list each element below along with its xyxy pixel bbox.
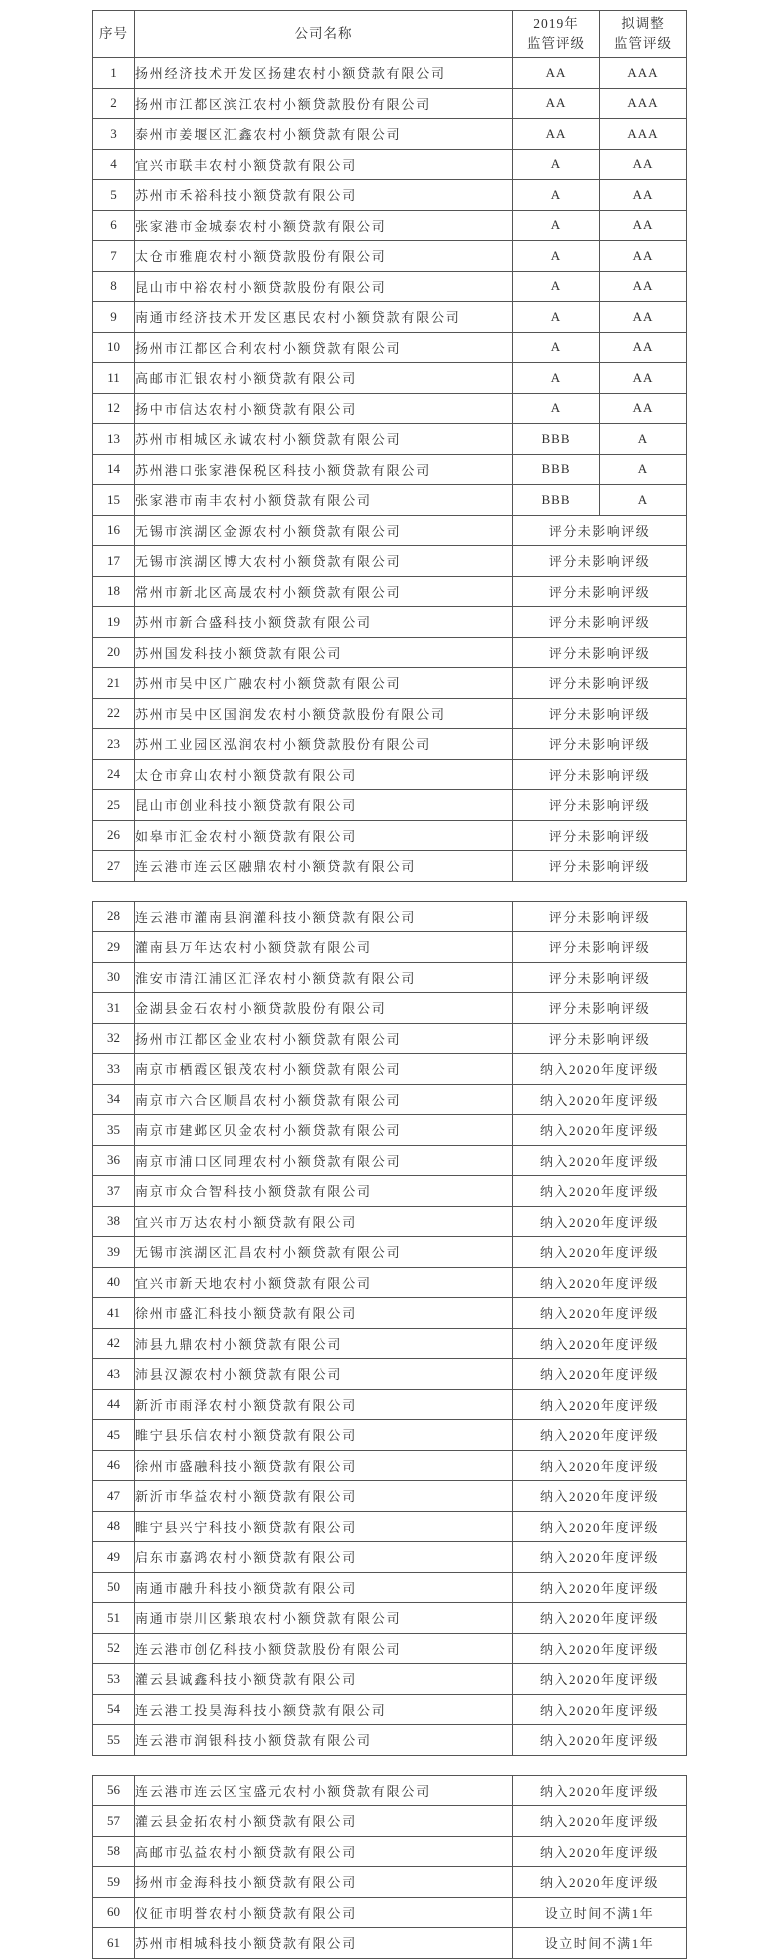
table-row xyxy=(93,88,687,119)
company-name-cell: 宜兴市联丰农村小额贷款有限公司 xyxy=(135,149,513,180)
row-number-cell: 30 xyxy=(93,962,135,993)
rating-status-cell: 评分未影响评级 xyxy=(513,698,687,729)
company-name-cell: 灌云县金拓农村小额贷款有限公司 xyxy=(135,1806,513,1837)
company-name-cell: 徐州市盛融科技小额贷款有限公司 xyxy=(135,1450,513,1481)
row-number-cell: 61 xyxy=(93,1928,135,1959)
table-row xyxy=(93,302,687,333)
rating-2019-cell: A xyxy=(513,149,600,180)
table-row xyxy=(93,607,687,638)
proposed-rating-cell: AAA xyxy=(600,88,687,119)
rating-table-section-1 xyxy=(92,10,687,882)
company-name-cell: 宜兴市新天地农村小额贷款有限公司 xyxy=(135,1267,513,1298)
proposed-rating-cell: AA xyxy=(600,210,687,241)
table-row xyxy=(93,668,687,699)
company-name-cell: 南通市崇川区紫琅农村小额贷款有限公司 xyxy=(135,1603,513,1634)
table-row xyxy=(93,180,687,211)
rating-table-section-2 xyxy=(92,901,687,1756)
rating-status-cell: 纳入2020年度评级 xyxy=(513,1237,687,1268)
rating-status-cell: 纳入2020年度评级 xyxy=(513,1511,687,1542)
row-number-cell: 25 xyxy=(93,790,135,821)
company-name-cell: 扬中市信达农村小额贷款有限公司 xyxy=(135,393,513,424)
company-name-cell: 无锡市滨湖区金源农村小额贷款有限公司 xyxy=(135,515,513,546)
company-name-cell: 南通市融升科技小额贷款有限公司 xyxy=(135,1572,513,1603)
table-row xyxy=(93,1298,687,1329)
table-row xyxy=(93,332,687,363)
row-number-cell: 23 xyxy=(93,729,135,760)
proposed-rating-cell: A xyxy=(600,485,687,516)
row-number-cell: 28 xyxy=(93,901,135,932)
table-header-row xyxy=(93,11,687,58)
header-col-proposed-line1: 拟调整 xyxy=(621,16,665,32)
company-name-cell: 苏州市吴中区国润发农村小额贷款股份有限公司 xyxy=(135,698,513,729)
table-row xyxy=(93,515,687,546)
table-row xyxy=(93,1603,687,1634)
row-number-cell: 49 xyxy=(93,1542,135,1573)
rating-status-cell: 纳入2020年度评级 xyxy=(513,1084,687,1115)
table-row xyxy=(93,901,687,932)
company-name-cell: 宜兴市万达农村小额贷款有限公司 xyxy=(135,1206,513,1237)
row-number-cell: 29 xyxy=(93,932,135,963)
proposed-rating-cell: AAA xyxy=(600,119,687,150)
company-name-cell: 张家港市南丰农村小额贷款有限公司 xyxy=(135,485,513,516)
table-row xyxy=(93,485,687,516)
rating-status-cell: 纳入2020年度评级 xyxy=(513,1298,687,1329)
proposed-rating-cell: AA xyxy=(600,363,687,394)
rating-status-cell: 评分未影响评级 xyxy=(513,790,687,821)
table-row xyxy=(93,729,687,760)
row-number-cell: 6 xyxy=(93,210,135,241)
company-name-cell: 太仓市雅鹿农村小额贷款股份有限公司 xyxy=(135,241,513,272)
company-name-cell: 苏州港口张家港保税区科技小额贷款有限公司 xyxy=(135,454,513,485)
row-number-cell: 22 xyxy=(93,698,135,729)
company-name-cell: 连云港工投昊海科技小额贷款有限公司 xyxy=(135,1694,513,1725)
rating-status-cell: 评分未影响评级 xyxy=(513,820,687,851)
table-row xyxy=(93,1664,687,1695)
table-row xyxy=(93,932,687,963)
company-name-cell: 扬州市江都区合利农村小额贷款有限公司 xyxy=(135,332,513,363)
rating-2019-cell: A xyxy=(513,393,600,424)
rating-status-cell: 纳入2020年度评级 xyxy=(513,1054,687,1085)
table-row xyxy=(93,424,687,455)
company-name-cell: 沛县九鼎农村小额贷款有限公司 xyxy=(135,1328,513,1359)
company-name-cell: 苏州市新合盛科技小额贷款有限公司 xyxy=(135,607,513,638)
company-name-cell: 南京市栖霞区银茂农村小额贷款有限公司 xyxy=(135,1054,513,1085)
row-number-cell: 57 xyxy=(93,1806,135,1837)
company-name-cell: 苏州市吴中区广融农村小额贷款有限公司 xyxy=(135,668,513,699)
row-number-cell: 39 xyxy=(93,1237,135,1268)
table-row xyxy=(93,1237,687,1268)
table-row xyxy=(93,1867,687,1898)
table-row xyxy=(93,698,687,729)
row-number-cell: 34 xyxy=(93,1084,135,1115)
rating-2019-cell: A xyxy=(513,271,600,302)
row-number-cell: 27 xyxy=(93,851,135,882)
proposed-rating-cell: AA xyxy=(600,149,687,180)
company-name-cell: 连云港市灌南县润灌科技小额贷款有限公司 xyxy=(135,901,513,932)
rating-2019-cell: A xyxy=(513,332,600,363)
row-number-cell: 8 xyxy=(93,271,135,302)
row-number-cell: 10 xyxy=(93,332,135,363)
company-name-cell: 苏州市禾裕科技小额贷款有限公司 xyxy=(135,180,513,211)
header-col-no: 序号 xyxy=(93,11,135,58)
table-row xyxy=(93,546,687,577)
rating-status-cell: 纳入2020年度评级 xyxy=(513,1725,687,1756)
company-name-cell: 南京市浦口区同理农村小额贷款有限公司 xyxy=(135,1145,513,1176)
company-name-cell: 太仓市弇山农村小额贷款有限公司 xyxy=(135,759,513,790)
row-number-cell: 9 xyxy=(93,302,135,333)
company-name-cell: 启东市嘉鸿农村小额贷款有限公司 xyxy=(135,1542,513,1573)
table-row xyxy=(93,58,687,89)
rating-status-cell: 纳入2020年度评级 xyxy=(513,1267,687,1298)
row-number-cell: 43 xyxy=(93,1359,135,1390)
table-row xyxy=(93,1176,687,1207)
proposed-rating-cell: AA xyxy=(600,241,687,272)
table-row xyxy=(93,1328,687,1359)
document-page xyxy=(0,10,783,1952)
row-number-cell: 33 xyxy=(93,1054,135,1085)
company-name-cell: 新沂市华益农村小额贷款有限公司 xyxy=(135,1481,513,1512)
rating-2019-cell: A xyxy=(513,241,600,272)
row-number-cell: 19 xyxy=(93,607,135,638)
row-number-cell: 35 xyxy=(93,1115,135,1146)
company-name-cell: 连云港市连云区宝盛元农村小额贷款有限公司 xyxy=(135,1775,513,1806)
table-row xyxy=(93,790,687,821)
table-row xyxy=(93,1389,687,1420)
rating-status-cell: 纳入2020年度评级 xyxy=(513,1775,687,1806)
table-row xyxy=(93,210,687,241)
rating-status-cell: 纳入2020年度评级 xyxy=(513,1572,687,1603)
company-name-cell: 苏州市相城科技小额贷款有限公司 xyxy=(135,1928,513,1959)
row-number-cell: 44 xyxy=(93,1389,135,1420)
proposed-rating-cell: A xyxy=(600,454,687,485)
row-number-cell: 36 xyxy=(93,1145,135,1176)
rating-status-cell: 设立时间不满1年 xyxy=(513,1928,687,1959)
table-row xyxy=(93,1054,687,1085)
rating-status-cell: 纳入2020年度评级 xyxy=(513,1450,687,1481)
proposed-rating-cell: AA xyxy=(600,271,687,302)
table-row xyxy=(93,1836,687,1867)
rating-status-cell: 设立时间不满1年 xyxy=(513,1897,687,1928)
rating-status-cell: 纳入2020年度评级 xyxy=(513,1359,687,1390)
table-row xyxy=(93,1420,687,1451)
row-number-cell: 60 xyxy=(93,1897,135,1928)
rating-status-cell: 纳入2020年度评级 xyxy=(513,1694,687,1725)
row-number-cell: 48 xyxy=(93,1511,135,1542)
rating-status-cell: 纳入2020年度评级 xyxy=(513,1633,687,1664)
table-row xyxy=(93,1572,687,1603)
row-number-cell: 56 xyxy=(93,1775,135,1806)
row-number-cell: 16 xyxy=(93,515,135,546)
company-name-cell: 仪征市明誉农村小额贷款有限公司 xyxy=(135,1897,513,1928)
rating-status-cell: 评分未影响评级 xyxy=(513,962,687,993)
company-name-cell: 无锡市滨湖区汇昌农村小额贷款有限公司 xyxy=(135,1237,513,1268)
row-number-cell: 17 xyxy=(93,546,135,577)
proposed-rating-cell: AA xyxy=(600,302,687,333)
company-name-cell: 沛县汉源农村小额贷款有限公司 xyxy=(135,1359,513,1390)
table-row xyxy=(93,962,687,993)
table-row xyxy=(93,851,687,882)
row-number-cell: 18 xyxy=(93,576,135,607)
rating-status-cell: 评分未影响评级 xyxy=(513,759,687,790)
table-row xyxy=(93,1542,687,1573)
rating-status-cell: 纳入2020年度评级 xyxy=(513,1836,687,1867)
company-name-cell: 睢宁县乐信农村小额贷款有限公司 xyxy=(135,1420,513,1451)
rating-2019-cell: AA xyxy=(513,119,600,150)
row-number-cell: 13 xyxy=(93,424,135,455)
row-number-cell: 40 xyxy=(93,1267,135,1298)
rating-status-cell: 评分未影响评级 xyxy=(513,901,687,932)
row-number-cell: 7 xyxy=(93,241,135,272)
row-number-cell: 38 xyxy=(93,1206,135,1237)
table-row xyxy=(93,1206,687,1237)
row-number-cell: 21 xyxy=(93,668,135,699)
company-name-cell: 苏州工业园区泓润农村小额贷款股份有限公司 xyxy=(135,729,513,760)
company-name-cell: 扬州经济技术开发区扬建农村小额贷款有限公司 xyxy=(135,58,513,89)
rating-2019-cell: BBB xyxy=(513,424,600,455)
rating-2019-cell: A xyxy=(513,210,600,241)
row-number-cell: 55 xyxy=(93,1725,135,1756)
rating-status-cell: 纳入2020年度评级 xyxy=(513,1328,687,1359)
row-number-cell: 15 xyxy=(93,485,135,516)
company-name-cell: 南通市经济技术开发区惠民农村小额贷款有限公司 xyxy=(135,302,513,333)
rating-status-cell: 评分未影响评级 xyxy=(513,546,687,577)
table-row xyxy=(93,1481,687,1512)
row-number-cell: 52 xyxy=(93,1633,135,1664)
company-name-cell: 扬州市江都区金业农村小额贷款有限公司 xyxy=(135,1023,513,1054)
row-number-cell: 3 xyxy=(93,119,135,150)
rating-status-cell: 评分未影响评级 xyxy=(513,1023,687,1054)
header-col-proposed-line2: 监管评级 xyxy=(614,36,672,51)
table-row xyxy=(93,1084,687,1115)
table-row xyxy=(93,149,687,180)
rating-status-cell: 评分未影响评级 xyxy=(513,668,687,699)
row-number-cell: 32 xyxy=(93,1023,135,1054)
table-row xyxy=(93,1359,687,1390)
row-number-cell: 5 xyxy=(93,180,135,211)
rating-status-cell: 纳入2020年度评级 xyxy=(513,1867,687,1898)
proposed-rating-cell: AA xyxy=(600,332,687,363)
row-number-cell: 45 xyxy=(93,1420,135,1451)
rating-2019-cell: AA xyxy=(513,88,600,119)
proposed-rating-cell: AAA xyxy=(600,58,687,89)
row-number-cell: 54 xyxy=(93,1694,135,1725)
table-row xyxy=(93,1115,687,1146)
table-row xyxy=(93,1145,687,1176)
table-row xyxy=(93,241,687,272)
rating-status-cell: 纳入2020年度评级 xyxy=(513,1115,687,1146)
header-col-company: 公司名称 xyxy=(135,11,513,58)
row-number-cell: 20 xyxy=(93,637,135,668)
company-name-cell: 金湖县金石农村小额贷款股份有限公司 xyxy=(135,993,513,1024)
company-name-cell: 连云港市创亿科技小额贷款股份有限公司 xyxy=(135,1633,513,1664)
table-row xyxy=(93,1023,687,1054)
rating-status-cell: 纳入2020年度评级 xyxy=(513,1664,687,1695)
rating-status-cell: 纳入2020年度评级 xyxy=(513,1542,687,1573)
row-number-cell: 11 xyxy=(93,363,135,394)
company-name-cell: 苏州市相城区永诚农村小额贷款有限公司 xyxy=(135,424,513,455)
rating-status-cell: 纳入2020年度评级 xyxy=(513,1176,687,1207)
table-row xyxy=(93,1725,687,1756)
rating-status-cell: 评分未影响评级 xyxy=(513,576,687,607)
table-row xyxy=(93,1633,687,1664)
row-number-cell: 1 xyxy=(93,58,135,89)
company-name-cell: 苏州国发科技小额贷款有限公司 xyxy=(135,637,513,668)
company-name-cell: 新沂市雨泽农村小额贷款有限公司 xyxy=(135,1389,513,1420)
company-name-cell: 徐州市盛汇科技小额贷款有限公司 xyxy=(135,1298,513,1329)
rating-2019-cell: BBB xyxy=(513,454,600,485)
row-number-cell: 47 xyxy=(93,1481,135,1512)
rating-2019-cell: A xyxy=(513,180,600,211)
company-name-cell: 张家港市金城泰农村小额贷款有限公司 xyxy=(135,210,513,241)
table-row xyxy=(93,393,687,424)
company-name-cell: 高邮市汇银农村小额贷款有限公司 xyxy=(135,363,513,394)
company-name-cell: 睢宁县兴宁科技小额贷款有限公司 xyxy=(135,1511,513,1542)
row-number-cell: 14 xyxy=(93,454,135,485)
table-row xyxy=(93,1806,687,1837)
header-col-2019-rating xyxy=(513,11,600,58)
table-row xyxy=(93,1511,687,1542)
company-name-cell: 无锡市滨湖区博大农村小额贷款有限公司 xyxy=(135,546,513,577)
row-number-cell: 42 xyxy=(93,1328,135,1359)
header-col-2019-line2: 监管评级 xyxy=(527,36,585,51)
header-col-2019-line1: 2019年 xyxy=(533,16,579,32)
table-row xyxy=(93,820,687,851)
row-number-cell: 4 xyxy=(93,149,135,180)
company-name-cell: 常州市新北区高晟农村小额贷款有限公司 xyxy=(135,576,513,607)
row-number-cell: 59 xyxy=(93,1867,135,1898)
table-row xyxy=(93,1897,687,1928)
row-number-cell: 26 xyxy=(93,820,135,851)
rating-table-section-3 xyxy=(92,1775,687,1959)
table-row xyxy=(93,637,687,668)
row-number-cell: 41 xyxy=(93,1298,135,1329)
table-row xyxy=(93,1267,687,1298)
proposed-rating-cell: A xyxy=(600,424,687,455)
company-name-cell: 扬州市江都区滨江农村小额贷款股份有限公司 xyxy=(135,88,513,119)
rating-status-cell: 评分未影响评级 xyxy=(513,851,687,882)
table-row xyxy=(93,454,687,485)
rating-2019-cell: A xyxy=(513,302,600,333)
table-row xyxy=(93,1694,687,1725)
rating-2019-cell: A xyxy=(513,363,600,394)
company-name-cell: 淮安市清江浦区汇泽农村小额贷款有限公司 xyxy=(135,962,513,993)
company-name-cell: 灌南县万年达农村小额贷款有限公司 xyxy=(135,932,513,963)
table-row xyxy=(93,1450,687,1481)
rating-status-cell: 纳入2020年度评级 xyxy=(513,1206,687,1237)
header-col-proposed-rating xyxy=(600,11,687,58)
row-number-cell: 46 xyxy=(93,1450,135,1481)
row-number-cell: 31 xyxy=(93,993,135,1024)
row-number-cell: 24 xyxy=(93,759,135,790)
table-row xyxy=(93,271,687,302)
company-name-cell: 南京市建邺区贝金农村小额贷款有限公司 xyxy=(135,1115,513,1146)
rating-status-cell: 纳入2020年度评级 xyxy=(513,1481,687,1512)
company-name-cell: 连云港市连云区融鼎农村小额贷款有限公司 xyxy=(135,851,513,882)
table-row xyxy=(93,363,687,394)
company-name-cell: 南京市六合区顺昌农村小额贷款有限公司 xyxy=(135,1084,513,1115)
table-row xyxy=(93,576,687,607)
company-name-cell: 如皋市汇金农村小额贷款有限公司 xyxy=(135,820,513,851)
company-name-cell: 泰州市姜堰区汇鑫农村小额贷款有限公司 xyxy=(135,119,513,150)
company-name-cell: 连云港市润银科技小额贷款有限公司 xyxy=(135,1725,513,1756)
table-row xyxy=(93,759,687,790)
row-number-cell: 53 xyxy=(93,1664,135,1695)
row-number-cell: 58 xyxy=(93,1836,135,1867)
table-row xyxy=(93,1928,687,1959)
table-row xyxy=(93,1775,687,1806)
rating-status-cell: 评分未影响评级 xyxy=(513,607,687,638)
proposed-rating-cell: AA xyxy=(600,180,687,211)
row-number-cell: 51 xyxy=(93,1603,135,1634)
rating-status-cell: 纳入2020年度评级 xyxy=(513,1389,687,1420)
table-row xyxy=(93,119,687,150)
rating-status-cell: 评分未影响评级 xyxy=(513,637,687,668)
proposed-rating-cell: AA xyxy=(600,393,687,424)
rating-status-cell: 评分未影响评级 xyxy=(513,515,687,546)
company-name-cell: 灌云县诚鑫科技小额贷款有限公司 xyxy=(135,1664,513,1695)
row-number-cell: 50 xyxy=(93,1572,135,1603)
company-name-cell: 南京市众合智科技小额贷款有限公司 xyxy=(135,1176,513,1207)
rating-status-cell: 纳入2020年度评级 xyxy=(513,1145,687,1176)
rating-status-cell: 纳入2020年度评级 xyxy=(513,1806,687,1837)
rating-2019-cell: AA xyxy=(513,58,600,89)
row-number-cell: 2 xyxy=(93,88,135,119)
rating-status-cell: 评分未影响评级 xyxy=(513,993,687,1024)
company-name-cell: 昆山市创业科技小额贷款有限公司 xyxy=(135,790,513,821)
table-row xyxy=(93,993,687,1024)
rating-status-cell: 纳入2020年度评级 xyxy=(513,1420,687,1451)
rating-2019-cell: BBB xyxy=(513,485,600,516)
company-name-cell: 昆山市中裕农村小额贷款股份有限公司 xyxy=(135,271,513,302)
rating-status-cell: 评分未影响评级 xyxy=(513,932,687,963)
row-number-cell: 12 xyxy=(93,393,135,424)
rating-status-cell: 纳入2020年度评级 xyxy=(513,1603,687,1634)
company-name-cell: 扬州市金海科技小额贷款有限公司 xyxy=(135,1867,513,1898)
company-name-cell: 高邮市弘益农村小额贷款有限公司 xyxy=(135,1836,513,1867)
row-number-cell: 37 xyxy=(93,1176,135,1207)
rating-status-cell: 评分未影响评级 xyxy=(513,729,687,760)
